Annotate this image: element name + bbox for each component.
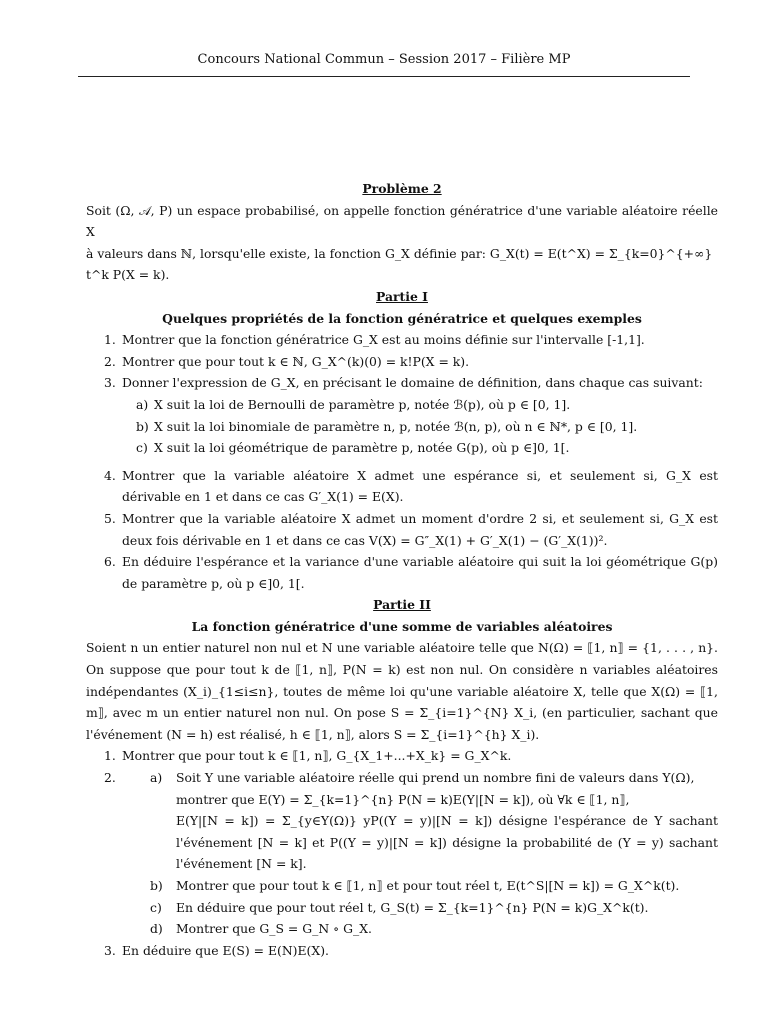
question-1-3-c: c) X suit la loi géométrique de paramètre p, notée G(p), où p ∈]0, 1[.: [136, 440, 570, 456]
question-1-5: 5. Montrer que la variable aléatoire X admet un moment d'ordre 2 si, et seulement si, G_X est deux fois dérivable en 1 et dans ce cas V(X) = G″_X(1) + G′_X(1) − (G′_X(1))².: [104, 510, 718, 548]
partie-1-subtitle: Quelques propriétés de la fonction génératrice et quelques exemples: [162, 310, 642, 326]
question-2-2-c: c) En déduire que pour tout réel t, G_S(t) = Σ_{k=1}^{n} P(N = k)G_X^k(t).: [150, 899, 649, 915]
header-rule: [78, 76, 690, 77]
question-1-6: 6. En déduire l'espérance et la variance d'une variable aléatoire qui suit la loi géométrique G(p) de paramètre p, où p ∈]0, 1[.: [104, 554, 718, 591]
question-2-1: 1. Montrer que pour tout k ∈ ⟦1, n⟧, G_{X_1+...+X_k} = G_X^k.: [104, 748, 512, 764]
probleme-intro-line-1: Soit (Ω, 𝒜, P) un espace probabilisé, on appelle fonction génératrice d'une variable aléatoire réelle X: [86, 202, 718, 240]
question-1-2: 2. Montrer que pour tout k ∈ ℕ, G_X^(k)(0) = k!P(X = k).: [104, 353, 470, 369]
question-2-2-a: 2. a) Soit Y une variable aléatoire réelle qui prend un nombre fini de valeurs dans Y(Ω), montrer que E(Y) = Σ_{k=1}^{n} P(N = k)E(Y|[N = k]), où ∀k ∈ ⟦1, n⟧,: [104, 770, 695, 807]
question-1-3-a: a) X suit la loi de Bernoulli de paramètre p, notée ℬ(p), où p ∈ [0, 1].: [136, 396, 571, 412]
page-header: Concours National Commun – Session 2017 – Filière MP: [197, 52, 571, 67]
probleme-title: Problème 2: [362, 181, 442, 196]
partie-2-title: Partie II: [373, 597, 431, 613]
document-body: [86, 178, 718, 961]
question-1-1: 1. Montrer que la fonction génératrice G_X est au moins définie sur l'intervalle [-1,1].: [104, 332, 645, 348]
question-1-3-b: b) X suit la loi binomiale de paramètre n, p, notée ℬ(n, p), où n ∈ ℕ*, p ∈ [0, 1].: [136, 418, 638, 434]
partie-1-questions: [86, 329, 718, 594]
partie-2-intro: Soient n un entier naturel non nul et N une variable aléatoire telle que N(Ω) = ⟦1, n⟧ = {1, . . . , n}. On suppose que pour tout k de ⟦1, n⟧, P(N = k) est non nul. On considère n variables aléatoires indépendantes (X_i)_{1≤i≤n}, toutes de même loi qu'une variable aléatoire X, telle que X(Ω) = ⟦1, m⟧, avec m un entier naturel non nul. On pose S = Σ_{i=1}^{N} X_i, (en particulier, sachant que l'événement (N = h) est réalisé, h ∈ ⟦1, n⟧, alors S = Σ_{i=1}^{h} X_i).: [86, 640, 718, 742]
question-2-2-d: d) Montrer que G_S = G_N ∘ G_X.: [150, 921, 372, 937]
partie-2-subtitle: La fonction génératrice d'une somme de variables aléatoires: [191, 618, 613, 634]
partie-1-title: Partie I: [376, 288, 428, 304]
question-2-2-b: b) Montrer que pour tout k ∈ ⟦1, n⟧ et pour tout réel t, E(t^S|[N = k]) = G_X^k(t).: [150, 878, 680, 893]
question-1-4: 4. Montrer que la variable aléatoire X admet une espérance si, et seulement si, G_X est dérivable en 1 et dans ce cas G′_X(1) = E(X).: [104, 467, 718, 505]
probleme-intro-line-2: à valeurs dans ℕ, lorsqu'elle existe, la fonction G_X définie par: G_X(t) = E(t^X) = Σ_{k=0}^{+∞} t^k P(X = k).: [86, 245, 713, 283]
question-1-3: 3. Donner l'expression de G_X, en précisant le domaine de définition, dans chaque cas suivant:: [104, 375, 703, 391]
question-2-2-a-continued: E(Y|[N = k]) = Σ_{y∈Y(Ω)} yP((Y = y)|[N = k]) désigne l'espérance de Y sachant l'événement [N = k] et P((Y = y)|[N = k]) désigne la probabilité de (Y = y) sachant l'événement [N = k].: [176, 813, 718, 872]
question-2-3: 3. En déduire que E(S) = E(N)E(X).: [104, 942, 329, 958]
partie-2-questions: [86, 745, 718, 961]
